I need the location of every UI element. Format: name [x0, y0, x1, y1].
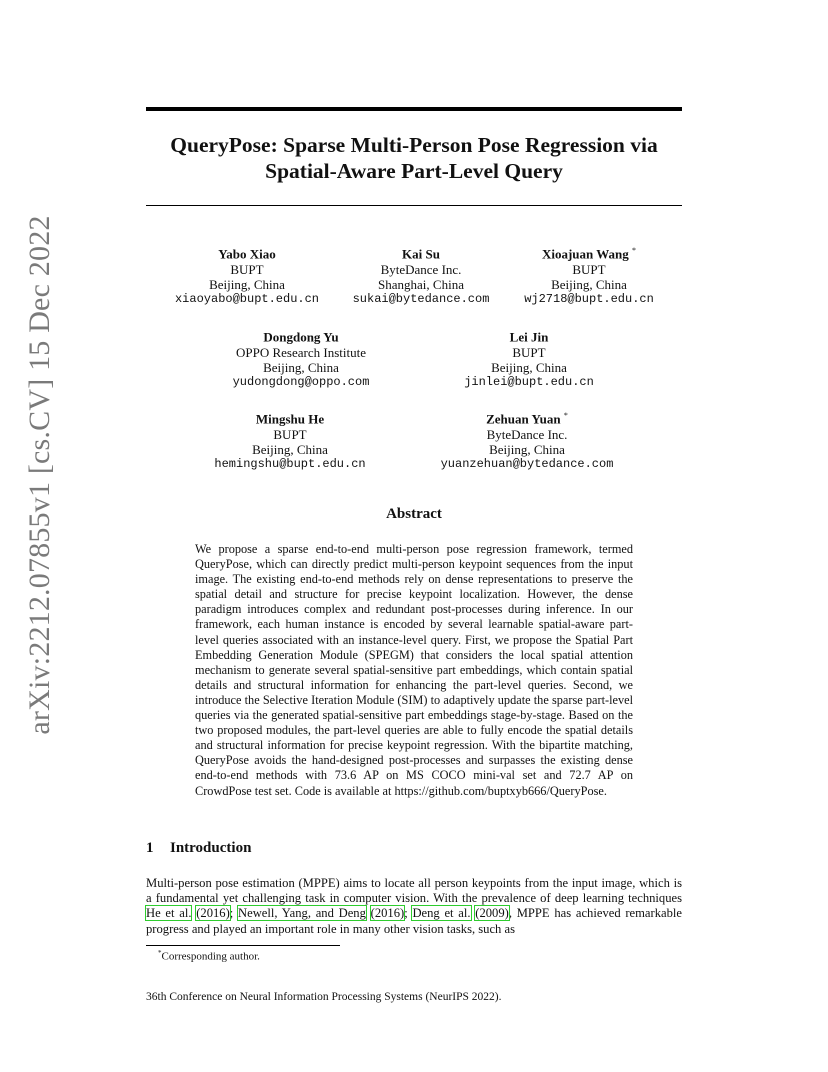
title-top-rule	[146, 107, 682, 111]
abstract-heading: Abstract	[386, 506, 442, 522]
section-number: 1	[146, 840, 154, 856]
author-location: Beijing, China	[252, 441, 328, 457]
paper-title	[146, 132, 682, 184]
section-title: Introduction	[170, 840, 252, 856]
author-name: Mingshu He	[255, 411, 325, 427]
author-email[interactable]: jinlei@bupt.edu.cn	[464, 374, 594, 389]
introduction-paragraph: Multi-person pose estimation (MPPE) aims to locate all person keypoints from the input image, which is a fundamental yet challenging task in computer vision. With the prevalence of deep learning techniques He et al. (2016); Newell, Yang, and Deng (2016); Deng et al. (2009), MPPE has achieved remarkable progress and played an important role in many other vision tasks, such as	[146, 876, 682, 936]
author-name: Yabo Xiao	[218, 246, 276, 262]
author-location: Beijing, China	[489, 441, 565, 457]
section-heading-introduction	[146, 840, 251, 857]
author-location: Beijing, China	[491, 359, 567, 375]
author-block-zehuan-yuan	[441, 408, 614, 472]
citation-year-link-deng-2009[interactable]: (2009)	[475, 906, 509, 921]
citation-link-deng-2009[interactable]: Deng et al.	[412, 906, 471, 921]
author-affiliation: ByteDance Inc.	[380, 261, 462, 277]
title-line-2: Spatial-Aware Part-Level Query	[265, 159, 563, 183]
author-block-mingshu-he	[214, 408, 365, 472]
author-email[interactable]: yuanzehuan@bytedance.com	[440, 456, 614, 471]
author-affiliation: BUPT	[230, 261, 264, 277]
author-location: Beijing, China	[209, 276, 285, 292]
author-name: Zehuan Yuan *	[486, 411, 568, 427]
venue-footer: 36th Conference on Neural Information Processing Systems (NeurIPS 2022).	[146, 991, 502, 1003]
author-affiliation: OPPO Research Institute	[236, 344, 366, 360]
author-email[interactable]: xiaoyabo@bupt.edu.cn	[174, 291, 320, 306]
abstract-text: We propose a sparse end-to-end multi-person pose regression framework, termed QueryPose, which can directly predict multi-person keypoint sequences from the input image. The existing end-to-end methods rely on dense representations to preserve the spatial detail and structure for precise keypoint localization. However, the dense paradigm introduces complex and redundant post-processes during inference. In our framework, each human instance is encoded by several learnable spatial-aware part-level queries associated with an instance-level query. First, we propose the Spatial Part Embedding Generation Module (SPEGM) that considers the local spatial attention mechanism to generate several spatial-sensitive part embeddings, which contain spatial details and structural information for enhancing the part-level queries. Second, we introduce the Selective Iteration Module (SIM) to adaptively update the sparse part-level queries via the generated spatial-sensitive part embeddings stage-by-stage. Based on the two proposed modules, the part-level queries are able to fully encode the spatial details and structural information for precise keypoint regression. With the bipartite matching, QueryPose avoids the hand-designed post-processes and surpasses the existing dense end-to-end methods with 73.6 AP on MS COCO mini-val set and 72.7 AP on CrowdPose test set. Code is available at https://github.com/buptxyb666/QueryPose.	[195, 542, 633, 798]
author-email[interactable]: hemingshu@bupt.edu.cn	[214, 456, 366, 471]
author-affiliation: BUPT	[512, 344, 546, 360]
citation-link-he-2016[interactable]: He et al.	[146, 906, 192, 921]
author-block-xioajuan-wang	[524, 243, 654, 307]
footnote-corresponding-author: *Corresponding author.	[158, 949, 260, 963]
author-location: Shanghai, China	[378, 276, 464, 292]
author-email[interactable]: sukai@bytedance.com	[352, 291, 490, 306]
author-block-kai-su	[353, 243, 490, 307]
author-block-yabo-xiao	[175, 243, 319, 307]
citation-year-link-he-2016[interactable]: (2016)	[196, 906, 230, 921]
author-block-dongdong-yu	[233, 326, 370, 390]
author-affiliation: BUPT	[273, 426, 307, 442]
author-name: Kai Su	[402, 246, 440, 262]
citation-link-newell-2016[interactable]: Newell, Yang, and Deng	[238, 906, 366, 921]
author-name: Dongdong Yu	[263, 329, 339, 345]
footnote-rule	[146, 945, 340, 946]
author-block-lei-jin	[464, 326, 594, 390]
author-name: Lei Jin	[509, 329, 549, 345]
title-bottom-rule	[146, 205, 682, 206]
author-location: Beijing, China	[551, 276, 627, 292]
author-email[interactable]: yudongdong@oppo.com	[232, 374, 370, 389]
author-affiliation: BUPT	[572, 261, 606, 277]
author-name: Xioajuan Wang *	[541, 246, 637, 262]
citation-year-link-newell-2016[interactable]: (2016)	[370, 906, 405, 921]
title-line-1: QueryPose: Sparse Multi-Person Pose Regression via	[170, 133, 658, 157]
author-location: Beijing, China	[263, 359, 339, 375]
author-affiliation: ByteDance Inc.	[486, 426, 568, 442]
author-email[interactable]: wj2718@bupt.edu.cn	[524, 291, 654, 306]
arxiv-stamp: arXiv:2212.07855v1 [cs.CV] 15 Dec 2022	[23, 215, 56, 735]
